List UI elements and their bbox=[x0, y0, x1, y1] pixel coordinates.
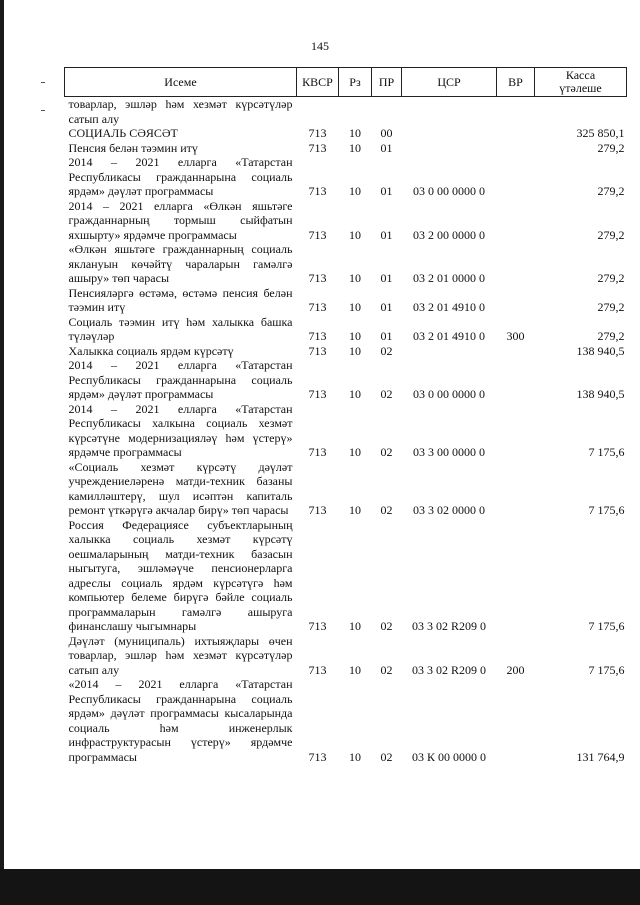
cell-rz: 10 bbox=[349, 387, 361, 401]
cell-csr: 03 3 02 0000 0 bbox=[413, 503, 485, 517]
cell-vr bbox=[497, 344, 535, 359]
cell-kassa: 279,2 bbox=[597, 271, 625, 285]
cell-csr bbox=[402, 141, 497, 156]
cell-csr: 03 К 00 0000 0 bbox=[411, 749, 486, 764]
table-header bbox=[65, 68, 627, 97]
cell-pr: 02 bbox=[380, 503, 393, 517]
page-number: 145 bbox=[311, 39, 329, 53]
cell-csr: 03 3 02 R209 0 bbox=[411, 662, 486, 677]
cell-rz: 10 bbox=[349, 445, 361, 459]
scan-bottom-edge bbox=[0, 869, 640, 905]
cell-rz: 10 bbox=[349, 140, 361, 155]
cell-name: СОЦИАЛЬ СӘЯСӘТ bbox=[68, 126, 178, 140]
cell-kvsr: 713 bbox=[308, 503, 327, 517]
header-rz: Рз bbox=[339, 68, 372, 97]
cell-pr: 02 bbox=[380, 343, 393, 358]
cell-kassa: 138 940,5 bbox=[576, 387, 625, 401]
cell-vr: 200 bbox=[506, 662, 525, 677]
cell-rz: 10 bbox=[349, 126, 361, 140]
table-row bbox=[65, 344, 627, 359]
cell-pr: 02 bbox=[380, 445, 393, 459]
scan-margin-mark bbox=[41, 82, 45, 83]
table-row bbox=[65, 358, 627, 402]
budget-table bbox=[64, 67, 627, 764]
cell-kassa bbox=[535, 97, 627, 127]
cell-csr: 03 0 00 0000 0 bbox=[413, 387, 485, 401]
cell-csr: 03 2 00 0000 0 bbox=[413, 227, 485, 242]
cell-csr bbox=[402, 344, 497, 359]
cell-kassa: 279,2 bbox=[597, 184, 625, 198]
cell-vr bbox=[497, 141, 535, 156]
cell-csr: 03 3 02 R209 0 bbox=[411, 619, 486, 633]
cell-rz: 10 bbox=[349, 662, 361, 677]
cell-csr: 03 2 01 4910 0 bbox=[413, 329, 485, 343]
cell-kassa: 7 175,6 bbox=[588, 619, 625, 633]
cell-pr: 01 bbox=[380, 329, 393, 343]
cell-kassa: 279,2 bbox=[597, 140, 625, 155]
cell-csr: 03 2 01 0000 0 bbox=[413, 271, 485, 285]
cell-name: Халыкка социаль ярдәм күрсәтү bbox=[68, 343, 234, 358]
cell-csr: 03 2 01 4910 0 bbox=[413, 300, 485, 314]
cell-vr bbox=[497, 126, 535, 141]
table-row bbox=[65, 460, 627, 518]
table-row bbox=[65, 402, 627, 460]
table-row bbox=[65, 677, 627, 764]
scan-margin-mark bbox=[41, 110, 45, 111]
cell-kassa: 325 850,1 bbox=[576, 126, 625, 140]
cell-pr: 01 bbox=[380, 271, 393, 285]
header-vr: ВР bbox=[497, 68, 535, 97]
cell-name: «Өлкән яшьтәге гражданнарның социаль яклануын көчәйтү чараларын гамәлгә ашыру» төп чарасы bbox=[68, 242, 293, 285]
cell-rz: 10 bbox=[349, 300, 361, 314]
table-row bbox=[65, 315, 627, 344]
cell-vr: 300 bbox=[506, 329, 525, 343]
cell-csr bbox=[402, 97, 497, 127]
cell-vr bbox=[497, 358, 535, 402]
cell-vr bbox=[497, 402, 535, 460]
cell-kvsr: 713 bbox=[308, 445, 327, 459]
cell-vr bbox=[497, 677, 535, 764]
cell-kassa: 131 764,9 bbox=[576, 749, 625, 764]
cell-pr: 01 bbox=[380, 140, 393, 155]
header-kvsr: КВСР bbox=[297, 68, 339, 97]
cell-pr: 00 bbox=[380, 126, 393, 140]
cell-kassa: 7 175,6 bbox=[588, 445, 625, 459]
cell-name: Социаль тәэмин итү һәм халыкка башка түләүләр bbox=[68, 314, 293, 343]
cell-kvsr: 713 bbox=[308, 300, 327, 314]
cell-csr: 03 0 00 0000 0 bbox=[413, 184, 485, 198]
cell-name: Пенсияләргә өстәмә, өстәмә пенсия белән тәэмин итү bbox=[68, 285, 293, 314]
cell-csr: 03 3 00 0000 0 bbox=[413, 445, 485, 459]
cell-kvsr: 713 bbox=[308, 329, 327, 343]
cell-name: «2014 – 2021 елларга «Татарстан Республикасы гражданнарына социаль ярдәм» дәүләт программасы кысаларында социаль һәм инженерлык инфраструктурасын үстерү» ярдәмче программасы bbox=[68, 677, 293, 764]
cell-kvsr: 713 bbox=[308, 619, 327, 633]
table-row bbox=[65, 97, 627, 127]
cell-name: Пенсия белән тәэмин итү bbox=[68, 140, 198, 155]
cell-kvsr: 713 bbox=[308, 126, 327, 140]
cell-name: 2014 – 2021 елларга «Татарстан Республикасы гражданнарына социаль ярдәм» дәүләт программасы bbox=[68, 358, 293, 401]
header-kassa-line1: Касса bbox=[565, 68, 596, 82]
cell-rz: 10 bbox=[349, 271, 361, 285]
cell-name: Дәүләт (муниципаль) ихтыяҗлары өчен товарлар, эшләр һәм хезмәт күрсәтүләр сатып алу bbox=[68, 633, 293, 677]
cell-pr bbox=[372, 97, 402, 127]
cell-rz: 10 bbox=[349, 329, 361, 343]
cell-rz: 10 bbox=[349, 343, 361, 358]
cell-vr bbox=[497, 155, 535, 199]
cell-kvsr: 713 bbox=[308, 662, 327, 677]
cell-csr bbox=[402, 126, 497, 141]
header-csr: ЦСР bbox=[402, 68, 497, 97]
cell-vr bbox=[497, 97, 535, 127]
cell-rz: 10 bbox=[349, 619, 361, 633]
scan-left-edge bbox=[0, 0, 4, 905]
cell-kvsr: 713 bbox=[308, 343, 327, 358]
cell-name: товарлар, эшләр һәм хезмәт күрсәтүләр сатып алу bbox=[68, 97, 293, 126]
header-kassa-line2: үтәлеше bbox=[559, 81, 602, 95]
cell-pr: 01 bbox=[380, 184, 393, 198]
cell-kvsr: 713 bbox=[308, 271, 327, 285]
cell-rz bbox=[339, 97, 372, 127]
cell-kvsr bbox=[297, 97, 339, 127]
cell-kassa: 138 940,5 bbox=[576, 343, 625, 358]
cell-kassa: 279,2 bbox=[597, 329, 625, 343]
header-name: Исеме bbox=[65, 68, 297, 97]
cell-kassa: 279,2 bbox=[597, 227, 625, 242]
cell-kvsr: 713 bbox=[308, 387, 327, 401]
cell-rz: 10 bbox=[349, 749, 361, 764]
table-row bbox=[65, 199, 627, 243]
table-body bbox=[65, 97, 627, 765]
table-row bbox=[65, 141, 627, 156]
cell-pr: 02 bbox=[380, 749, 393, 764]
cell-vr bbox=[497, 518, 535, 634]
cell-rz: 10 bbox=[349, 184, 361, 198]
cell-pr: 02 bbox=[380, 662, 393, 677]
cell-rz: 10 bbox=[349, 503, 361, 517]
cell-kassa: 279,2 bbox=[597, 300, 625, 314]
cell-vr bbox=[497, 460, 535, 518]
header-kassa bbox=[535, 68, 627, 97]
cell-pr: 02 bbox=[380, 387, 393, 401]
cell-kassa: 7 175,6 bbox=[588, 662, 625, 677]
cell-vr bbox=[497, 199, 535, 243]
cell-rz: 10 bbox=[349, 227, 361, 242]
cell-pr: 01 bbox=[380, 300, 393, 314]
cell-vr bbox=[497, 286, 535, 315]
table-row bbox=[65, 126, 627, 141]
table-row bbox=[65, 518, 627, 634]
cell-name: «Социаль хезмәт күрсәтү дәүләт учреждениеләренә матди-техник базаны камилләштерү, шул исәптән капиталь ремонт үткәрүгә акчалар бирү» төп чарасы bbox=[68, 459, 293, 517]
cell-pr: 01 bbox=[380, 227, 393, 242]
cell-vr bbox=[497, 242, 535, 286]
table-row bbox=[65, 286, 627, 315]
cell-name: 2014 – 2021 елларга «Татарстан Республикасы халкына социаль хезмәт күрсәтүне модернизацияләү һәм үстерү» ярдәмче программасы bbox=[68, 401, 293, 459]
cell-name: Россия Федерациясе субъектларының халыкка социаль хезмәт күрсәтү оешмаларының матди-техник базасын ныгытуга, эшләмәүче пенсионерларга адреслы социаль ярдәм күрсәтүгә һәм компьютер белеме бирүгә бәйле социаль программаларын гамәлгә ашыруга финанслашу чыгымнары bbox=[68, 517, 293, 633]
cell-kassa: 7 175,6 bbox=[588, 503, 625, 517]
cell-kvsr: 713 bbox=[308, 184, 327, 198]
cell-name: 2014 – 2021 елларга «Өлкән яшьтәге гражданнарның тормыш сыйфатын яхшырту» ярдәмче программасы bbox=[68, 198, 293, 242]
cell-kvsr: 713 bbox=[308, 749, 327, 764]
cell-kvsr: 713 bbox=[308, 140, 327, 155]
header-pr: ПР bbox=[372, 68, 402, 97]
table-row bbox=[65, 634, 627, 678]
cell-kvsr: 713 bbox=[308, 227, 327, 242]
table-row bbox=[65, 155, 627, 199]
cell-pr: 02 bbox=[380, 619, 393, 633]
table-row bbox=[65, 242, 627, 286]
cell-name: 2014 – 2021 елларга «Татарстан Республикасы гражданнарына социаль ярдәм» дәүләт программасы bbox=[68, 155, 293, 198]
